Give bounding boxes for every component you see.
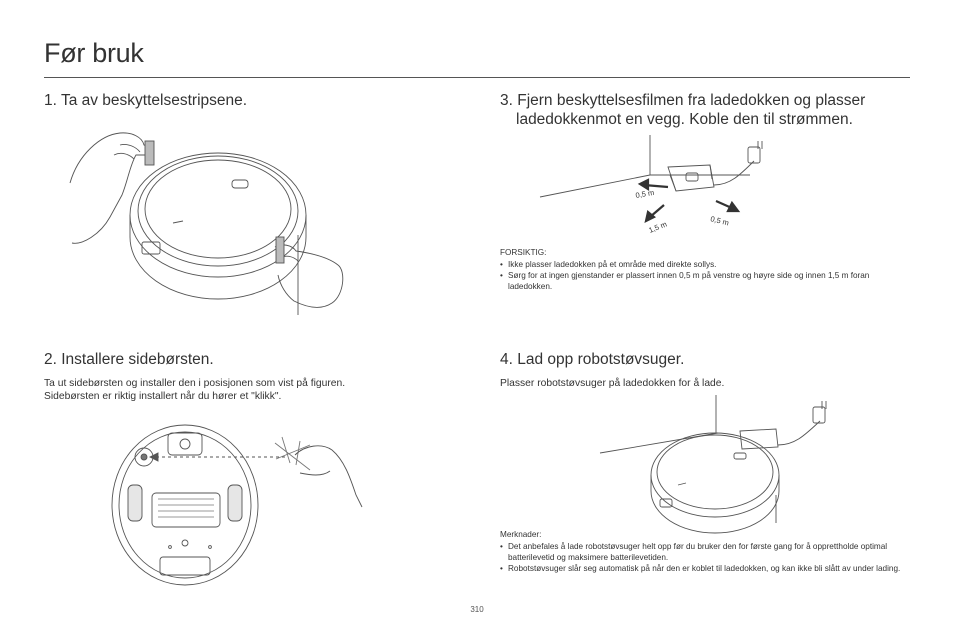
step1-illustration bbox=[70, 125, 350, 320]
step2-illustration bbox=[100, 415, 380, 590]
step3-heading-line2: ladedokkenmot en vegg. Koble den til strømmen. bbox=[516, 111, 853, 128]
distance-front-label: 1,5 m bbox=[647, 219, 669, 235]
step2-text-line2: Sidebørsten er riktig installert når du hører et "klikk". bbox=[44, 391, 282, 402]
step4-notes-title: Merknader: bbox=[500, 530, 542, 539]
caution-item: • Ikke plasser ladedokken på et område med direkte sollys. bbox=[500, 259, 875, 270]
note-item: • Det anbefales å lade robotstøvsuger helt opp før du bruker den for første gang for å opprettholde optimal batterilevetid og maksimere batterilevetiden. bbox=[500, 541, 908, 563]
step4-notes-list bbox=[500, 541, 908, 574]
step4-illustration bbox=[600, 395, 850, 530]
step2-text-line1: Ta ut sidebørsten og installer den i posisjonen som vist på figuren. bbox=[44, 378, 346, 389]
step3-caution-list bbox=[500, 259, 875, 292]
page-number: 310 bbox=[470, 605, 484, 614]
note-item: • Robotstøvsuger slår seg automatisk på når den er koblet til ladedokken, og kan ikke bli slått av under lading. bbox=[500, 563, 908, 574]
step4-text: Plasser robotstøvsuger på ladedokken for å lade. bbox=[500, 378, 725, 389]
page-title: Før bruk bbox=[44, 38, 144, 68]
step4-heading: 4. Lad opp robotstøvsuger. bbox=[500, 351, 685, 368]
title-divider bbox=[44, 77, 910, 78]
step2-heading: 2. Installere sidebørsten. bbox=[44, 351, 214, 368]
caution-item: • Sørg for at ingen gjenstander er plassert innen 0,5 m på venstre og høyre side og innen 1,5 m foran ladedokken. bbox=[500, 270, 875, 292]
step3-heading-line1: 3. Fjern beskyttelsesfilmen fra ladedokken og plasser bbox=[500, 92, 866, 109]
step3-caution-title: FORSIKTIG: bbox=[500, 248, 547, 257]
step1-heading: 1. Ta av beskyttelsestripsene. bbox=[44, 92, 248, 109]
step3-illustration bbox=[540, 135, 780, 235]
distance-right-label: 0,5 m bbox=[709, 214, 730, 228]
distance-left-label: 0,5 m bbox=[634, 187, 655, 200]
